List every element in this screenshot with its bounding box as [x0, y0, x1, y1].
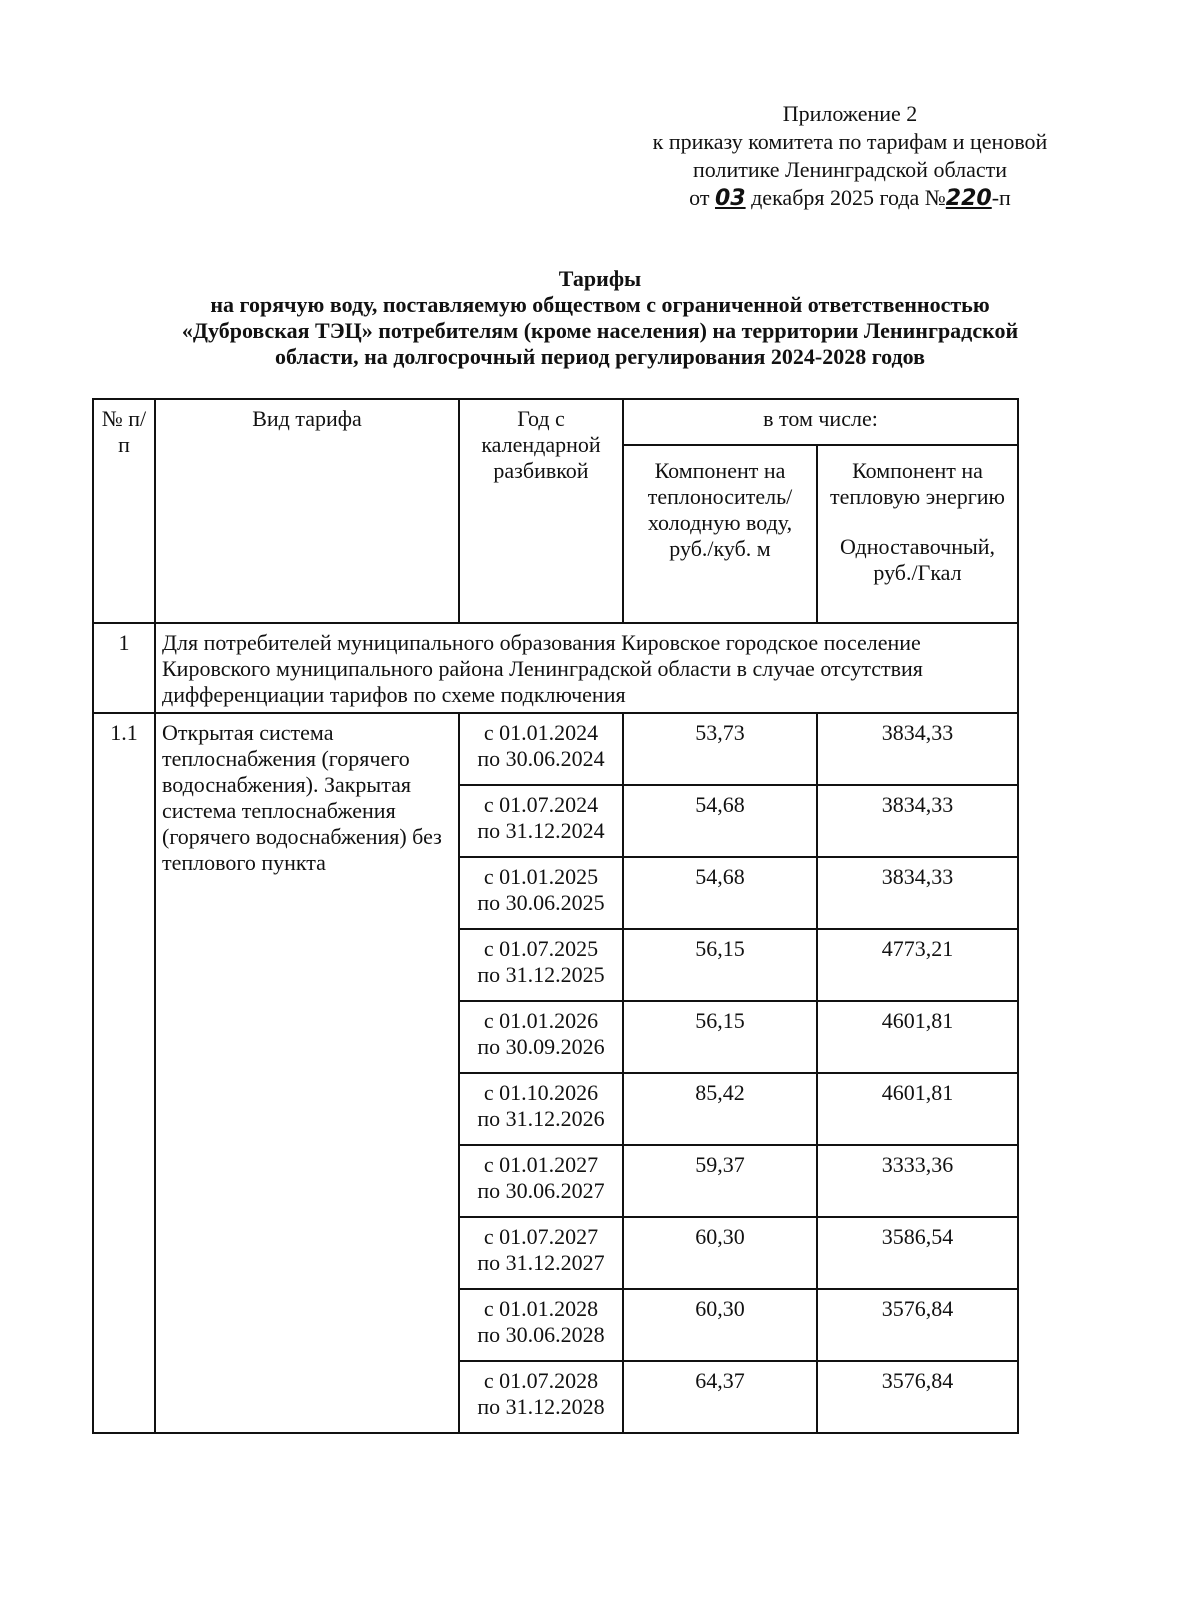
period-from: с 01.01.2028: [483, 1296, 599, 1321]
period-cell: [459, 857, 623, 929]
period-from: с 01.01.2026: [483, 1008, 599, 1033]
appendix-line-1: Приложение 2: [782, 101, 918, 126]
header-comp2-label: Компонент на тепловую энергию: [830, 458, 1005, 509]
period-cell: [459, 713, 623, 785]
appendix-line-2: к приказу комитета по тарифам и ценовой: [652, 129, 1048, 154]
period-to: по 31.12.2027: [477, 1250, 605, 1275]
period-from: с 01.10.2026: [483, 1080, 599, 1105]
period-from: с 01.01.2027: [483, 1152, 599, 1177]
header-including: в том числе:: [623, 399, 1018, 445]
period-to: по 31.12.2026: [477, 1106, 605, 1131]
comp1-value: 59,37: [623, 1145, 817, 1217]
header-comp2: [817, 445, 1018, 623]
header-num: № п/п: [93, 399, 155, 623]
appendix-date-line: [600, 184, 1100, 213]
period-from: с 01.07.2024: [483, 792, 599, 817]
period-cell: [459, 1289, 623, 1361]
comp2-value: 3586,54: [817, 1217, 1018, 1289]
period-to: по 30.06.2025: [477, 890, 605, 915]
handwritten-day: 03: [714, 186, 746, 211]
comp2-value: 3333,36: [817, 1145, 1018, 1217]
handwritten-number: 220: [945, 186, 992, 211]
period-cell: [459, 1217, 623, 1289]
comp2-value: 4773,21: [817, 929, 1018, 1001]
section-text: Для потребителей муниципального образования Кировское городское поселение Кировского муниципального района Ленинградской области в случае отсутствия дифференциации тарифов по схеме подключения: [155, 623, 1018, 713]
period-to: по 31.12.2025: [477, 962, 605, 987]
header-comp2-sub: Одноставочный, руб./Гкал: [839, 534, 996, 585]
header-year: Год с календарной разбивкой: [459, 399, 623, 623]
section-row: [93, 623, 1018, 713]
comp2-value: 3834,33: [817, 857, 1018, 929]
period-cell: [459, 1145, 623, 1217]
comp2-value: 4601,81: [817, 1073, 1018, 1145]
period-from: с 01.07.2025: [483, 936, 599, 961]
date-middle: декабря 2025 года №: [751, 185, 946, 210]
group-num: 1.1: [93, 713, 155, 1433]
period-cell: [459, 1361, 623, 1433]
tariff-table: [92, 398, 1019, 1434]
comp2-value: 3834,33: [817, 713, 1018, 785]
group-kind: Открытая система теплоснабжения (горячего водоснабжения). Закрытая система теплоснабжения (горячего водоснабжения) без теплового пункта: [155, 713, 459, 1433]
period-cell: [459, 785, 623, 857]
header-comp1: Компонент на теплоноситель/ холодную воду, руб./куб. м: [623, 445, 817, 623]
comp1-value: 54,68: [623, 857, 817, 929]
title-line-4: области, на долгосрочный период регулирования 2024-2028 годов: [275, 344, 925, 369]
comp1-value: 85,42: [623, 1073, 817, 1145]
comp1-value: 53,73: [623, 713, 817, 785]
period-to: по 31.12.2024: [477, 818, 605, 843]
period-to: по 31.12.2028: [477, 1394, 605, 1419]
period-to: по 30.06.2028: [477, 1322, 605, 1347]
header-row-1: [93, 399, 1018, 445]
comp1-value: 56,15: [623, 1001, 817, 1073]
comp1-value: 54,68: [623, 785, 817, 857]
title-line-3: «Дубровская ТЭЦ» потребителям (кроме населения) на территории Ленинградской: [181, 318, 1019, 343]
comp1-value: 60,30: [623, 1217, 817, 1289]
title-line-2: на горячую воду, поставляемую обществом с ограниченной ответственностью: [210, 292, 990, 317]
comp2-value: 3576,84: [817, 1361, 1018, 1433]
appendix-block: [600, 100, 1100, 213]
number-suffix: -п: [991, 185, 1011, 210]
period-from: с 01.07.2028: [483, 1368, 599, 1393]
document-title: [90, 266, 1110, 370]
title-line-1: Тарифы: [558, 266, 642, 291]
period-from: с 01.07.2027: [483, 1224, 599, 1249]
comp2-value: 3576,84: [817, 1289, 1018, 1361]
table-row: [93, 713, 1018, 785]
period-from: с 01.01.2025: [483, 864, 599, 889]
period-cell: [459, 929, 623, 1001]
period-cell: [459, 1073, 623, 1145]
comp1-value: 60,30: [623, 1289, 817, 1361]
comp2-value: 4601,81: [817, 1001, 1018, 1073]
period-from: с 01.01.2024: [483, 720, 599, 745]
comp2-value: 3834,33: [817, 785, 1018, 857]
period-to: по 30.06.2027: [477, 1178, 605, 1203]
comp1-value: 64,37: [623, 1361, 817, 1433]
appendix-line-3: политике Ленинградской области: [692, 157, 1007, 182]
date-prefix: от: [689, 185, 710, 210]
comp1-value: 56,15: [623, 929, 817, 1001]
period-to: по 30.06.2024: [477, 746, 605, 771]
section-num: 1: [93, 623, 155, 713]
period-to: по 30.09.2026: [477, 1034, 605, 1059]
period-cell: [459, 1001, 623, 1073]
header-kind: Вид тарифа: [155, 399, 459, 623]
